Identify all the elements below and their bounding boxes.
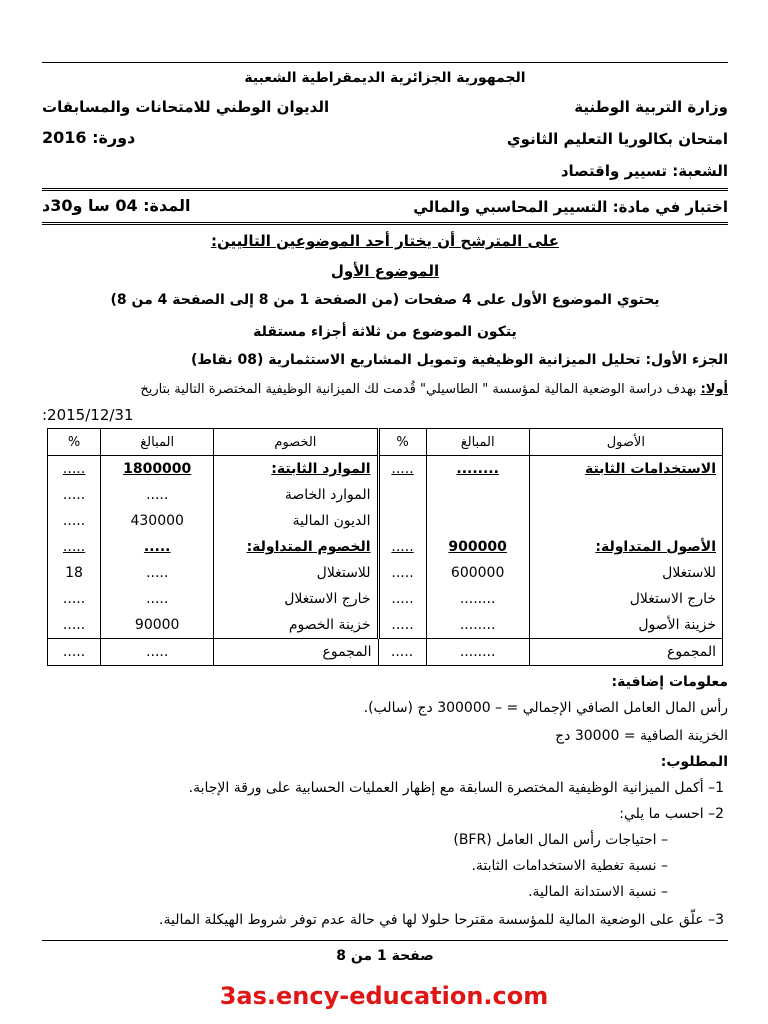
liability-label xyxy=(214,534,378,560)
liability-label-text: الموارد الثابتة: xyxy=(271,461,371,477)
liability-total-pct: ..... xyxy=(48,639,101,666)
col-liabilities-amount: المبالغ xyxy=(101,429,214,456)
liability-label: للاستغلال xyxy=(214,560,378,586)
first-label: أولا: xyxy=(700,382,728,397)
table-row xyxy=(48,560,723,586)
extra-line-2: الخزينة الصافية = 30000 دج xyxy=(555,728,728,744)
asset-amount xyxy=(426,508,529,534)
subject-rule xyxy=(42,222,728,225)
liability-pct-text: ..... xyxy=(62,461,86,477)
part1-first xyxy=(140,382,728,397)
website-link[interactable]: 3as.ency-education.com xyxy=(219,982,549,1010)
question-3: 3– علّق على الوضعية المالية للمؤسسة مقترحا حلولا لها في حالة عدم توفر شروط الهيكلة المالية. xyxy=(159,912,724,928)
liability-pct xyxy=(48,534,101,560)
topic-title: الموضوع الأول xyxy=(330,262,440,280)
asset-label: للاستغلال xyxy=(529,560,722,586)
asset-amount xyxy=(426,456,529,483)
table-row xyxy=(48,482,723,508)
liability-amount: ..... xyxy=(101,482,214,508)
liability-total-label: المجموع xyxy=(214,639,378,666)
liability-pct-text: ..... xyxy=(62,539,86,555)
liability-amount xyxy=(101,534,214,560)
asset-label: خزينة الأصول xyxy=(529,612,722,639)
asset-label xyxy=(529,534,722,560)
liability-label: الموارد الخاصة xyxy=(214,482,378,508)
col-assets: الأصول xyxy=(529,429,722,456)
liability-amount: 90000 xyxy=(101,612,214,639)
liability-amount-text: ..... xyxy=(143,539,171,555)
balance-sheet-table xyxy=(47,428,723,666)
question-2a: – احتياجات رأس المال العامل (BFR) xyxy=(453,832,668,848)
asset-label xyxy=(529,482,722,508)
liability-amount-text: 1800000 xyxy=(123,461,192,477)
asset-label xyxy=(529,456,722,483)
asset-pct xyxy=(378,508,426,534)
col-assets-amount: المبالغ xyxy=(426,429,529,456)
liability-total-amount: ..... xyxy=(101,639,214,666)
question-1: 1– أكمل الميزانية الوظيفية المختصرة السابقة مع إظهار العمليات الحسابية على ورقة الإجابة. xyxy=(188,780,724,796)
question-2b: – نسبة تغطية الاستخدامات الثابتة. xyxy=(471,858,668,874)
topic-parts: يتكون الموضوع من ثلاثة أجزاء مستقلة xyxy=(253,324,517,340)
duration: المدة: 04 سا و30د xyxy=(42,196,191,215)
total-row xyxy=(48,639,723,666)
asset-amount-text: ........ xyxy=(456,461,499,477)
asset-pct: ..... xyxy=(378,612,426,639)
asset-pct xyxy=(378,456,426,483)
asset-total-pct: ..... xyxy=(378,639,426,666)
asset-pct xyxy=(378,534,426,560)
office: الديوان الوطني للامتحانات والمسابقات xyxy=(42,98,330,116)
question-2: 2– احسب ما يلي: xyxy=(619,806,724,822)
exam-page xyxy=(42,62,728,962)
balance-sheet-body xyxy=(48,456,723,666)
asset-pct: ..... xyxy=(378,560,426,586)
liability-label: الديون المالية xyxy=(214,508,378,534)
table-row xyxy=(48,612,723,639)
report-date: :2015/12/31 xyxy=(42,406,134,424)
part1-title: الجزء الأول: تحليل الميزانية الوظيفية وتمويل المشاريع الاستثمارية (08 نقاط) xyxy=(191,352,728,368)
liability-pct: ..... xyxy=(48,612,101,639)
asset-label: خارج الاستغلال xyxy=(529,586,722,612)
extra-line-1: رأس المال العامل الصافي الإجمالي = – 300000 دج (سالب). xyxy=(363,700,728,716)
table-row xyxy=(48,456,723,483)
liability-amount xyxy=(101,456,214,483)
top-rule xyxy=(42,62,728,63)
bottom-rule xyxy=(42,940,728,941)
exam-title: امتحان بكالوريا التعليم الثانوي xyxy=(506,130,728,148)
liability-pct xyxy=(48,456,101,483)
question-2c: – نسبة الاستدانة المالية. xyxy=(528,884,668,900)
asset-amount-text: 900000 xyxy=(448,539,507,555)
liability-label: خارج الاستغلال xyxy=(214,586,378,612)
session: دورة: 2016 xyxy=(42,128,136,147)
asset-amount: ........ xyxy=(426,612,529,639)
asset-pct xyxy=(378,482,426,508)
choose-instruction: على المترشح أن يختار أحد الموضوعين التاليين: xyxy=(210,232,560,250)
liability-label: خزينة الخصوم xyxy=(214,612,378,639)
liability-pct: ..... xyxy=(48,586,101,612)
required-title: المطلوب: xyxy=(660,754,728,770)
asset-pct: ..... xyxy=(378,586,426,612)
liability-label-text: الخصوم المتداولة: xyxy=(246,539,371,555)
col-liabilities: الخصوم xyxy=(214,429,378,456)
asset-label-text: الاستخدامات الثابتة xyxy=(584,461,716,477)
asset-label-text: الأصول المتداولة: xyxy=(595,539,716,555)
liability-pct: ..... xyxy=(48,482,101,508)
extra-title: معلومات إضافية: xyxy=(611,674,728,690)
asset-label xyxy=(529,508,722,534)
asset-pct-text: ..... xyxy=(391,461,414,477)
branch: الشعبة: تسيير واقتصاد xyxy=(560,162,728,180)
header-rule xyxy=(42,188,728,191)
asset-pct-text: ..... xyxy=(391,539,414,555)
col-assets-pct: % xyxy=(378,429,426,456)
republic-title: الجمهورية الجزائرية الديمقراطية الشعبية xyxy=(244,70,526,86)
liability-pct: ..... xyxy=(48,508,101,534)
table-row xyxy=(48,508,723,534)
liability-amount: 430000 xyxy=(101,508,214,534)
ministry: وزارة التربية الوطنية xyxy=(574,98,728,116)
col-liabilities-pct: % xyxy=(48,429,101,456)
asset-amount: ........ xyxy=(426,586,529,612)
asset-amount xyxy=(426,534,529,560)
asset-amount: 600000 xyxy=(426,560,529,586)
table-row xyxy=(48,534,723,560)
first-text: بهدف دراسة الوضعية المالية لمؤسسة " الطاسيلي" قُدمت لك الميزانية الوظيفية المختصرة التالية بتاريخ xyxy=(140,382,701,397)
topic-pages: يحتوي الموضوع الأول على 4 صفحات (من الصفحة 1 من 8 إلى الصفحة 4 من 8) xyxy=(110,292,660,308)
page-number: صفحة 1 من 8 xyxy=(336,948,434,964)
asset-amount xyxy=(426,482,529,508)
asset-total-amount: ........ xyxy=(426,639,529,666)
liability-pct: 18 xyxy=(48,560,101,586)
liability-label xyxy=(214,456,378,483)
table-row xyxy=(48,586,723,612)
liability-amount: ..... xyxy=(101,586,214,612)
liability-amount: ..... xyxy=(101,560,214,586)
asset-total-label: المجموع xyxy=(529,639,722,666)
subject: اختبار في مادة: التسيير المحاسبي والمالي xyxy=(413,198,728,216)
